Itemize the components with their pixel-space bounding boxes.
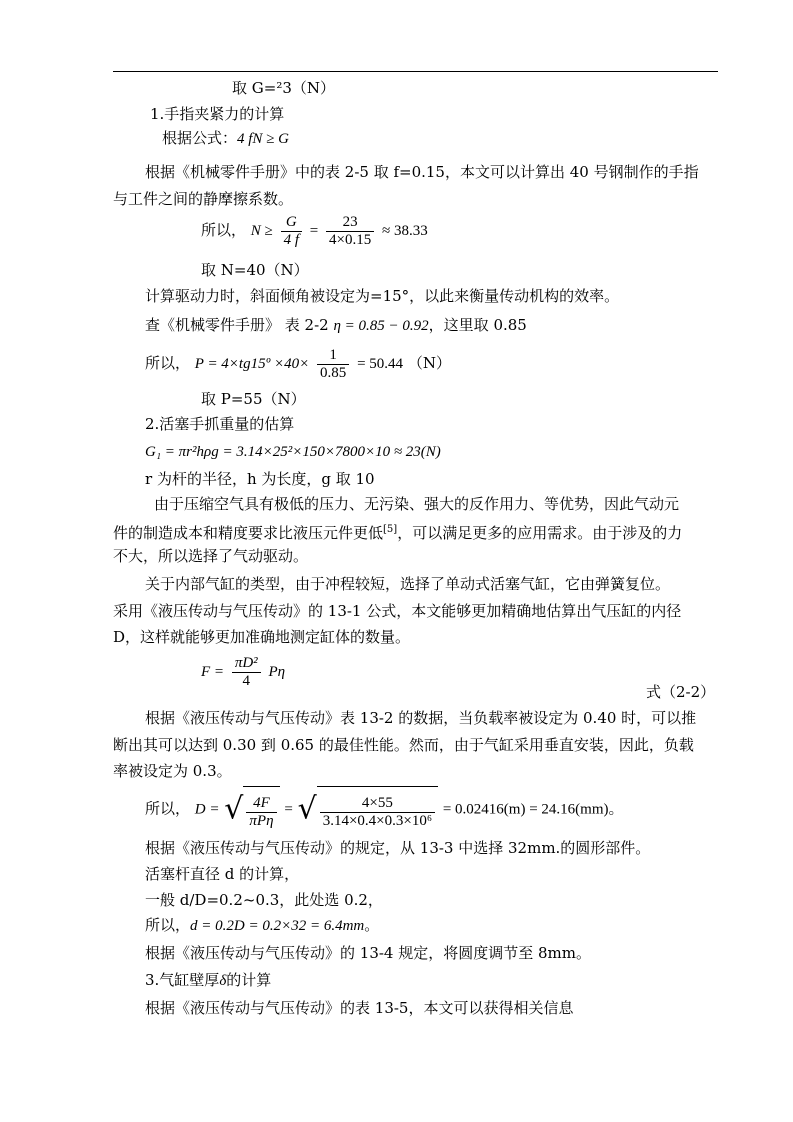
text-line: 根据《机械零件手册》中的表 2-5 取 f=0.15，本文可以计算出 40 号钢制作的手指 <box>145 163 699 181</box>
fraction: $\frac{23}{4\times 0.15}$ <box>326 214 374 249</box>
text-line: 根据《液压传动与气压传动》的规定，从 13-3 中选择 32mm.的圆形部件。 <box>145 839 651 857</box>
formula-result: ≈ 38.33 <box>382 223 428 239</box>
citation: [5] <box>383 524 398 535</box>
formula-line: 所以， D = √ $\frac{4F}{\text{πPη}}$ = √ $\frac{4\times 55}{\text{3.14×0.4×0.3×10⁶}}$ = 0.02416(m) = 24.16(mm)。 <box>145 786 624 833</box>
formula: d = 0.2D = 0.2×32 = 6.4mm <box>190 918 365 934</box>
text-label: 所以， <box>145 799 191 818</box>
text-line: D，这样就能够更加准确地测定缸体的数量。 <box>113 628 411 646</box>
square-root: √ $\frac{4F}{\text{πPη}}$ <box>224 786 279 833</box>
formula-result: = 0.02416(m) = 24.16(mm) <box>442 801 609 818</box>
fraction: $\frac{\text{πD²}}{4}$ <box>232 655 261 690</box>
text-line: r 为杆的半径，h 为长度，g 取 10 <box>145 470 375 488</box>
text-label: 根据公式： <box>162 129 238 147</box>
section-heading: 3.气缸壁厚δ的计算 <box>145 971 272 989</box>
formula-line: 所以，d = 0.2D = 0.2×32 = 6.4mm。 <box>145 916 380 934</box>
text-line: 根据《液压传动与气压传动》的表 13-5，本文可以获得相关信息 <box>145 999 574 1017</box>
text-line: 率被设定为 0.3。 <box>113 762 232 780</box>
text-line: 不大，所以选择了气动驱动。 <box>113 547 309 565</box>
text-line: 采用《液压传动与气压传动》的 13-1 公式，本文能够更加精确地估算出气压缸的内径 <box>113 602 682 620</box>
square-root: √ $\frac{4\times 55}{\text{3.14×0.4×0.3×10⁶}}$ <box>298 786 438 833</box>
section-heading: 1.手指夹紧力的计算 <box>150 105 285 123</box>
unit-label: （N） <box>407 354 451 372</box>
fraction: $\frac{G}{4 f}$ <box>281 214 302 249</box>
fraction: $\frac{1}{0.85}$ <box>317 347 349 382</box>
text-line: 件的制造成本和精度要求比液压元件更低[5]，可以满足更多的应用需求。由于涉及的力 <box>113 524 683 542</box>
text-line: 根据《液压传动与气压传动》的 13-4 规定，将圆度调节至 8mm。 <box>145 944 591 962</box>
text-line: 取 G=²3（N） <box>232 79 336 97</box>
header-rule <box>113 71 718 72</box>
text-fragment: 查《机械零件手册》 表 2-2 <box>145 316 329 334</box>
formula-line <box>145 345 451 382</box>
text-line: 一般 d/D=0.2~0.3，此处选 0.2， <box>145 891 383 909</box>
formula-result: = 50.44 <box>357 356 404 372</box>
text-line: 断出其可以达到 0.30 到 0.65 的最佳性能。然而，由于气缸采用垂直安装，因此，负载 <box>113 736 694 754</box>
formula-rhs: Pη <box>268 664 286 680</box>
formula-lhs: F = <box>201 664 225 680</box>
text-line: 取 N=40（N） <box>201 261 309 279</box>
section-heading: 2.活塞手抓重量的估算 <box>145 415 295 433</box>
formula-line: 所以， N ≥ $\frac{G}{4 f}$ = $\frac{23}{4\times 0.15}$ ≈ 38.33 <box>201 213 428 248</box>
text-label: 所以， <box>145 354 191 372</box>
formula-lhs: P = 4×tg15º ×40× <box>194 356 310 372</box>
text-line: 取 P=55（N） <box>201 390 306 408</box>
text-line: 与工件之间的静摩擦系数。 <box>113 190 294 208</box>
text-line: 根据《液压传动与气压传动》表 13-2 的数据，当负载率被设定为 0.40 时，可以推 <box>145 709 697 727</box>
text-fragment: ，这里取 0.85 <box>428 316 527 334</box>
equation-number: 式（2-2） <box>646 683 716 701</box>
text-label: 所以， <box>145 916 191 934</box>
text-line: 计算驱动力时，斜面倾角被设定为=15°，以此来衡量传动机构的效率。 <box>145 287 620 305</box>
formula: 4 fN ≥ G <box>237 131 290 147</box>
formula-lhs: N ≥ <box>250 223 273 239</box>
text-line: 活塞杆直径 d 的计算， <box>145 865 300 883</box>
text-line: 关于内部气缸的类型，由于冲程较短，选择了单动式活塞气缸，它由弹簧复位。 <box>145 575 671 593</box>
text-label: 所以， <box>201 221 247 239</box>
formula-line <box>145 441 441 462</box>
formula: G₁ = πr²hρg = 3.14×25²×150×7800×10 ≈ 23(N) <box>145 444 441 460</box>
formula-line <box>201 652 285 691</box>
formula-line <box>145 315 527 336</box>
text-line: 由于压缩空气具有极低的压力、无污染、强大的反作用力、等优势，因此气动元 <box>154 495 680 513</box>
formula: η = 0.85 − 0.92 <box>333 318 429 334</box>
formula-line <box>162 128 289 149</box>
formula-lhs: D = <box>194 801 220 818</box>
delta-symbol: δ <box>219 973 227 989</box>
